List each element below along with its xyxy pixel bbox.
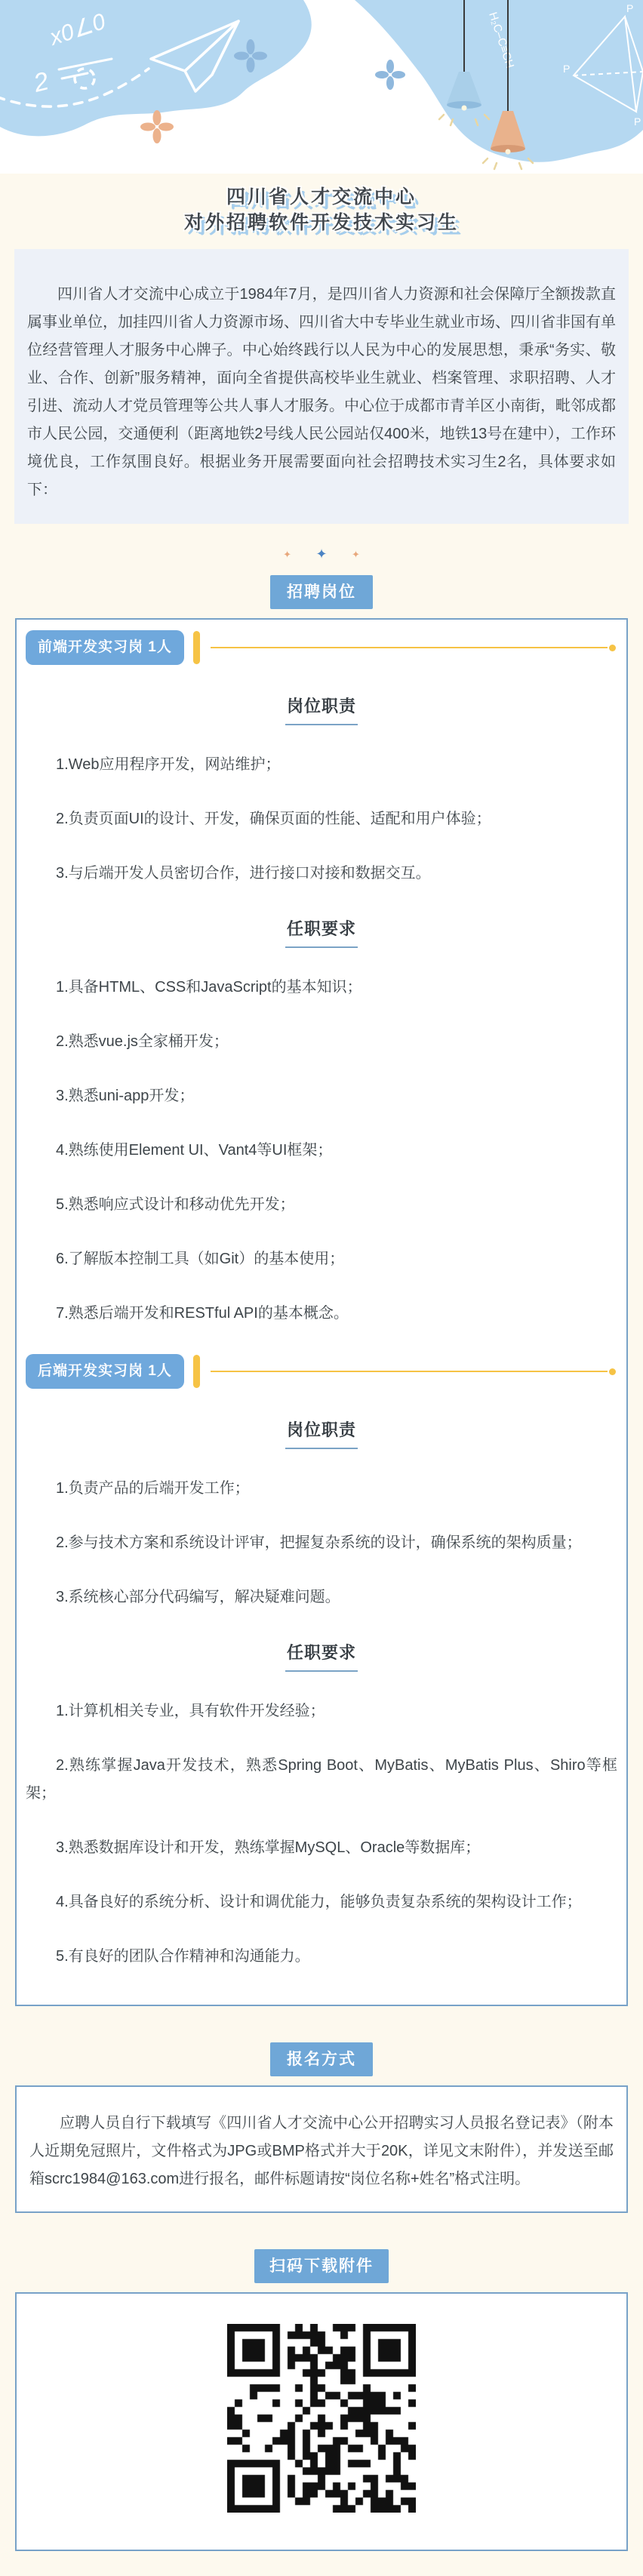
sparkle-orange-icon: ✦ xyxy=(352,548,360,560)
job-item: 5.熟悉响应式设计和移动优先开发； xyxy=(56,1196,295,1213)
job-item: 3.系统核心部分代码编写，解决疑难问题。 xyxy=(56,1589,340,1605)
yellow-line-decoration xyxy=(211,1371,608,1372)
frontend-role-badge: 前端开发实习岗 1人 xyxy=(26,630,184,665)
job-item: 2.熟悉vue.js全家桶开发； xyxy=(56,1033,229,1050)
job-item: 1.Web应用程序开发，网站维护； xyxy=(56,756,281,773)
job-item: 3.熟悉uni-app开发； xyxy=(56,1088,195,1104)
qr-code-image xyxy=(227,2324,416,2513)
job-item: 7.熟悉后端开发和RESTful API的基本概念。 xyxy=(56,1305,349,1322)
yellow-bar-decoration xyxy=(193,631,200,664)
job-item: 2.参与技术方案和系统设计评审，把握复杂系统的设计，确保系统的架构质量； xyxy=(56,1534,582,1551)
backend-requirements-heading: 任职要求 xyxy=(26,1640,617,1672)
qr-section-badge: 扫码下载附件 xyxy=(254,2249,389,2283)
backend-role-badge: 后端开发实习岗 1人 xyxy=(26,1354,184,1389)
yellow-dot-decoration xyxy=(609,645,616,651)
job-title-row-backend xyxy=(26,1354,617,1389)
job-item: 4.具备良好的系统分析、设计和调优能力，能够负责复杂系统的架构设计工作； xyxy=(56,1894,582,1910)
job-item: 2.负责页面UI的设计、开发，确保页面的性能、适配和用户体验； xyxy=(56,811,491,827)
intro-box xyxy=(14,249,629,524)
jobs-card xyxy=(15,618,628,2006)
frontend-requirements-heading: 任职要求 xyxy=(26,916,617,948)
backend-duties-heading: 岗位职责 xyxy=(26,1417,617,1449)
job-item: 4.熟练使用Element UI、Vant4等UI框架； xyxy=(56,1142,333,1159)
title-line-2: 对外招聘软件开发技术实习生 xyxy=(183,212,459,233)
job-item: 6.了解版本控制工具（如Git）的基本使用； xyxy=(56,1251,345,1267)
qr-box xyxy=(15,2292,628,2551)
yellow-line-decoration xyxy=(211,647,608,648)
backend-requirements-list xyxy=(26,1697,617,1971)
yellow-dot-decoration xyxy=(609,1368,616,1375)
apply-section-badge: 报名方式 xyxy=(270,2042,373,2076)
frontend-duties-heading: 岗位职责 xyxy=(26,694,617,725)
heading-underline xyxy=(285,946,358,948)
sparkle-decoration xyxy=(0,546,643,563)
scribble-text-2: 2 xyxy=(30,66,52,98)
job-item: 5.有良好的团队合作精神和沟通能力。 xyxy=(56,1948,310,1965)
sparkle-blue-icon: ✦ xyxy=(315,546,328,562)
job-title-row-frontend xyxy=(26,630,617,665)
formula-text: H₂C–C≡CH xyxy=(486,10,517,70)
job-item: 2.熟练掌握Java开发技术，熟悉Spring Boot、MyBatis、MyBatis Plus、Shiro等框架； xyxy=(26,1757,617,1802)
job-item: 3.熟悉数据库设计和开发，熟练掌握MySQL、Oracle等数据库； xyxy=(56,1839,481,1856)
tetrahedron-label-p3: P xyxy=(634,115,641,128)
heading-underline xyxy=(285,1670,358,1672)
heading-underline xyxy=(285,724,358,725)
tetrahedron-label-p2: P xyxy=(563,63,571,75)
frontend-duties-list xyxy=(26,751,617,888)
yellow-bar-decoration xyxy=(193,1355,200,1388)
sparkle-orange-icon: ✦ xyxy=(283,548,291,560)
scribble-text: x0∠0 xyxy=(46,9,109,51)
job-item: 3.与后端开发人员密切合作，进行接口对接和数据交互。 xyxy=(56,865,431,882)
positions-section-badge: 招聘岗位 xyxy=(270,575,373,609)
title-line-1: 四川省人才交流中心 xyxy=(226,186,417,208)
job-item: 1.负责产品的后端开发工作； xyxy=(56,1480,250,1497)
backend-duties-list xyxy=(26,1475,617,1611)
banner-illustration xyxy=(0,0,643,174)
article-title xyxy=(0,184,643,235)
apply-paragraph: 应聘人员自行下载填写《四川省人才交流中心公开招聘实习人员报名登记表》（附本人近期免冠照片，文件格式为JPG或BMP格式并大于20K，详见文末附件），并发送至邮箱scrc1984@163.com进行报名，邮件标题请按“岗位名称+姓名”格式注明。 xyxy=(29,2115,614,2187)
job-item: 1.计算机相关专业，具有软件开发经验； xyxy=(56,1703,325,1719)
tetrahedron-label-p1: P xyxy=(626,2,634,14)
job-item: 1.具备HTML、CSS和JavaScript的基本知识； xyxy=(56,979,362,996)
intro-paragraph: 四川省人才交流中心成立于1984年7月，是四川省人力资源和社会保障厅全额拨款直属事业单位，加挂四川省人力资源市场、四川省大中专毕业生就业市场、四川省非国有单位经营管理人才服务中心牌子。中心始终践行以人民为中心的发展思想，秉承“务实、敬业、合作、创新”服务精神，面向全省提供高校毕业生就业、档案管理、求职招聘、人才引进、流动人才党员管理等公共人事人才服务。中心位于成都市青羊区小南街，毗邻成都市人民公园，交通便利（距离地铁2号线人民公园站仅400米，地铁13号在建中），工作环境优良，工作氛围良好。根据业务开展需要面向社会招聘技术实习生2名，具体要求如下： xyxy=(27,286,616,498)
apply-box xyxy=(15,2085,628,2213)
frontend-requirements-list xyxy=(26,974,617,1328)
heading-underline xyxy=(285,1448,358,1449)
